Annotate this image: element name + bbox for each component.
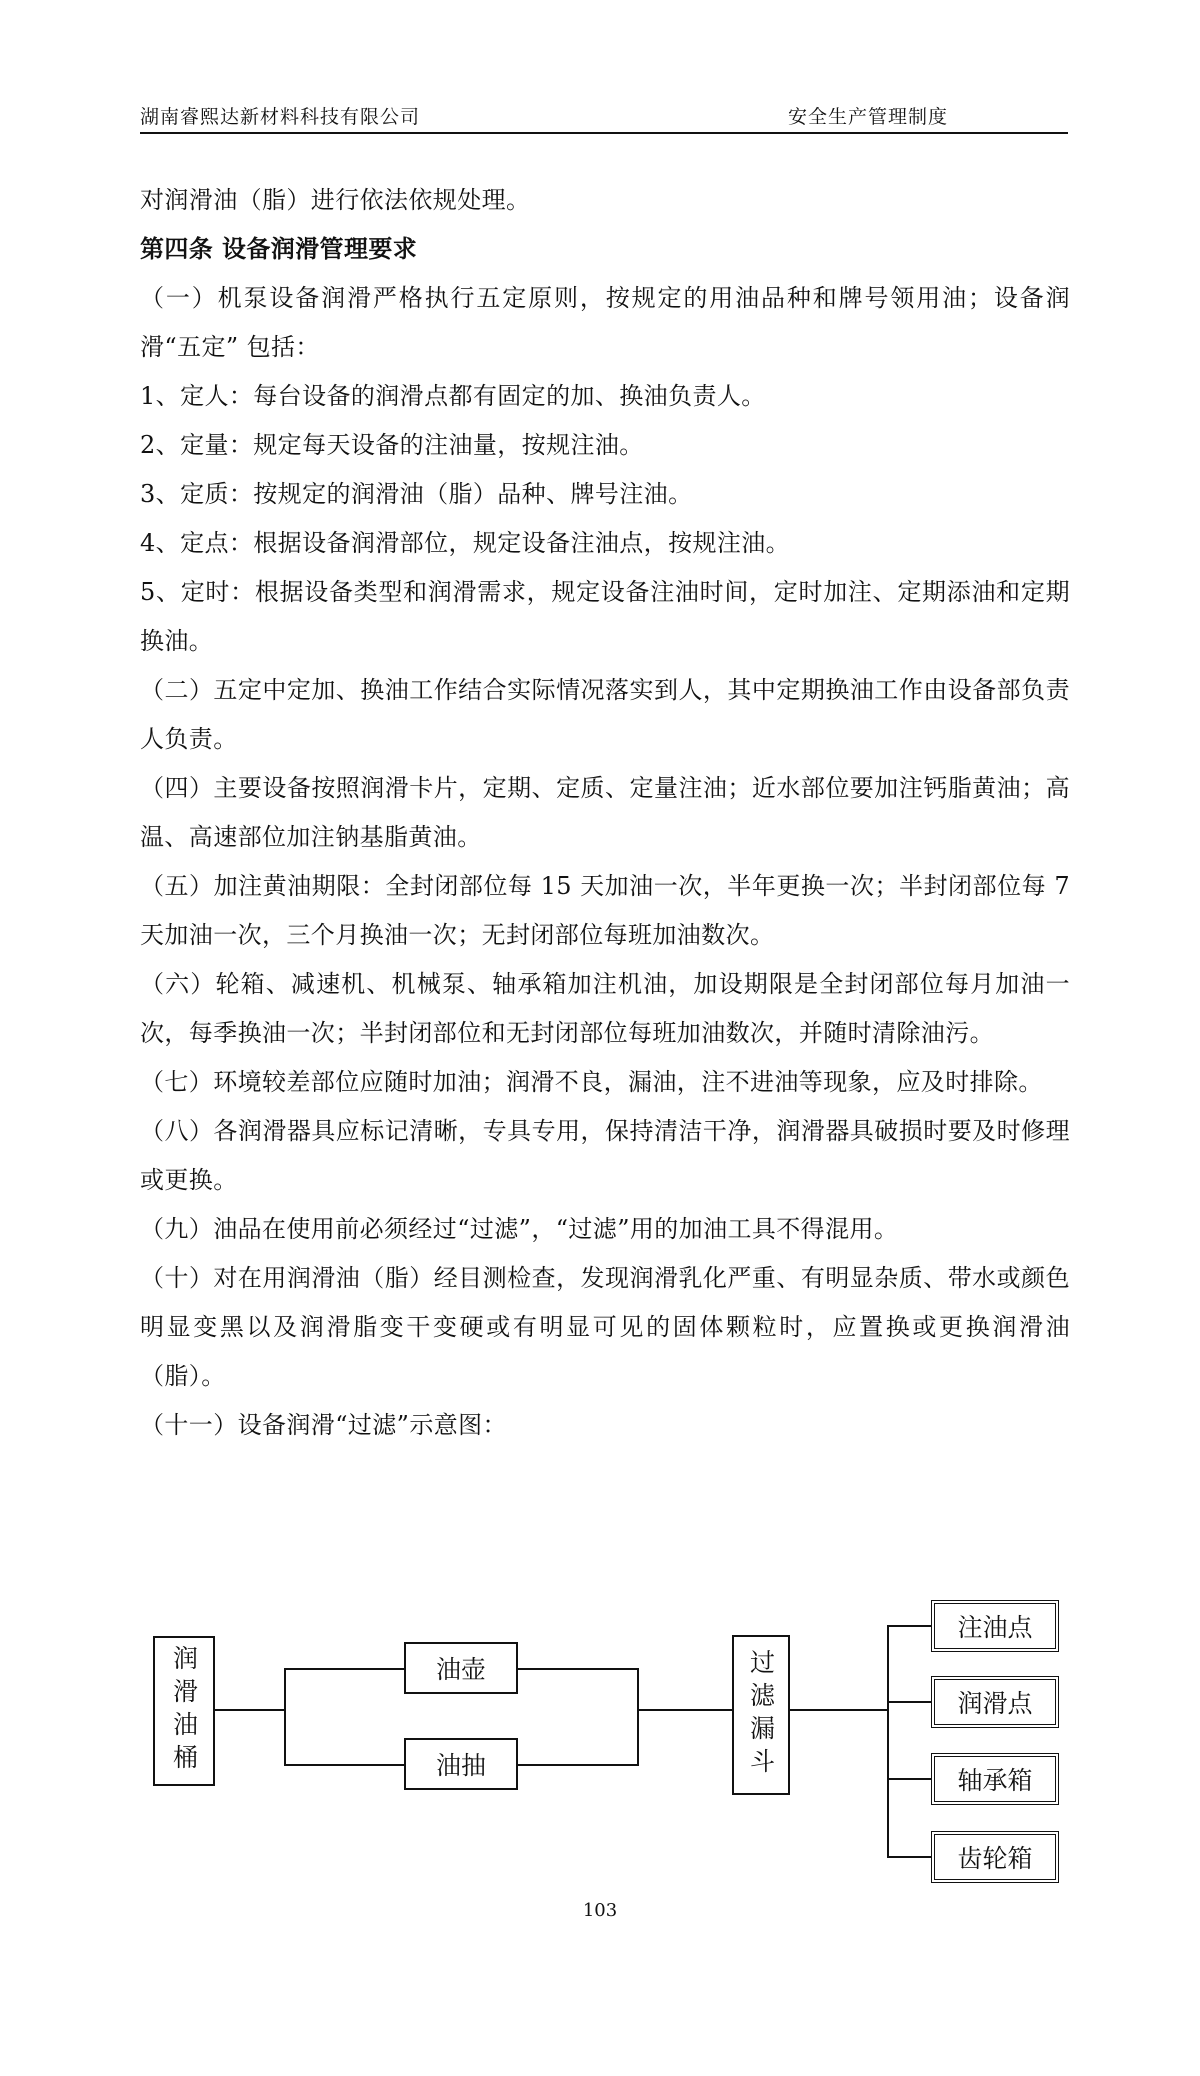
oil-injection-point-box: [931, 1600, 1059, 1652]
connector-line: [637, 1709, 732, 1711]
document-title: 安全生产管理制度: [787, 106, 948, 128]
paragraph: （十）对在用润滑油（脂）经目测检查，发现润滑乳化严重、有明显杂质、带水或颜色明显变黑以及润滑脂变干变硬或有明显可见的固体颗粒时，应置换或更换润滑油（脂）。: [140, 1264, 1070, 1390]
bearing-box-box: [931, 1753, 1059, 1805]
paragraph: （九）油品在使用前必须经过“过滤”，“过滤”用的加油工具不得混用。: [140, 1215, 899, 1243]
paragraph: （十一）设备润滑“过滤”示意图：: [140, 1411, 507, 1439]
gearbox-label: 齿轮箱: [957, 1844, 1033, 1873]
oil-drum-label: 润滑油桶: [169, 1645, 199, 1777]
connector-line: [518, 1668, 638, 1670]
oil-injection-point-label: 注油点: [957, 1613, 1033, 1642]
paragraph: （五）加注黄油期限：全封闭部位每 15 天加油一次，半年更换一次；半封闭部位每 7 天加油一次，三个月换油一次；无封闭部位每班加油数次。: [140, 872, 1070, 949]
oil-drum-box: [153, 1636, 215, 1786]
paragraph: 1、定人：每台设备的润滑点都有固定的加、换油负责人。: [140, 382, 766, 410]
connector-line: [284, 1668, 404, 1670]
oil-can-label: 油壶: [435, 1655, 486, 1684]
paragraph: （四）主要设备按照润滑卡片，定期、定质、定量注油；近水部位要加注钙脂黄油；高温、高速部位加注钠基脂黄油。: [140, 774, 1070, 851]
oil-can-box: [404, 1642, 518, 1694]
bearing-box-label: 轴承箱: [957, 1766, 1033, 1795]
connector-line: [887, 1625, 931, 1627]
gearbox-box: [931, 1831, 1059, 1883]
oil-pump-box: [404, 1738, 518, 1790]
paragraph: （七）环境较差部位应随时加油；润滑不良，漏油，注不进油等现象，应及时排除。: [140, 1068, 1043, 1096]
connector-line: [887, 1625, 889, 1857]
section-heading: 第四条 设备润滑管理要求: [140, 235, 418, 263]
paragraph: （六）轮箱、减速机、机械泵、轴承箱加注机油，加设期限是全封闭部位每月加油一次，每季换油一次；半封闭部位和无封闭部位每班加油数次，并随时清除油污。: [140, 970, 1070, 1047]
connector-line: [887, 1856, 931, 1858]
paragraph: 对润滑油（脂）进行依法依规处理。: [140, 186, 531, 214]
page-number: 103: [582, 1900, 618, 1921]
connector-line: [518, 1764, 638, 1766]
company-name: 湖南睿熙达新材料科技有限公司: [140, 106, 421, 128]
header-rule: [140, 132, 1068, 134]
paragraph: 4、定点：根据设备润滑部位，规定设备注油点，按规注油。: [140, 529, 791, 557]
paragraph: （二）五定中定加、换油工作结合实际情况落实到人，其中定期换油工作由设备部负责人负责。: [140, 676, 1070, 753]
lubrication-point-box: [931, 1676, 1059, 1728]
filter-funnel-label: 过滤漏斗: [746, 1649, 776, 1781]
filter-funnel-box: [732, 1635, 790, 1795]
paragraph: 5、定时：根据设备类型和润滑需求，规定设备注油时间，定时加注、定期添油和定期换油。: [140, 578, 1070, 655]
connector-line: [790, 1709, 888, 1711]
connector-line: [887, 1701, 931, 1703]
page-header: [140, 100, 1068, 136]
connector-line: [284, 1668, 286, 1765]
paragraph: （一）机泵设备润滑严格执行五定原则，按规定的用油品种和牌号领用油；设备润滑“五定” 包括：: [140, 284, 1070, 361]
paragraph: 2、定量：规定每天设备的注油量，按规注油。: [140, 431, 644, 459]
connector-line: [887, 1778, 931, 1780]
lubrication-point-label: 润滑点: [957, 1689, 1033, 1718]
connector-line: [284, 1764, 404, 1766]
connector-line: [637, 1668, 639, 1766]
body-text: [140, 176, 1070, 1450]
paragraph: 3、定质：按规定的润滑油（脂）品种、牌号注油。: [140, 480, 693, 508]
paragraph: （八）各润滑器具应标记清晰，专具专用，保持清洁干净，润滑器具破损时要及时修理或更换。: [140, 1117, 1070, 1194]
connector-line: [215, 1709, 285, 1711]
lubrication-filter-diagram: [0, 1600, 1200, 1900]
oil-pump-label: 油抽: [435, 1751, 486, 1780]
